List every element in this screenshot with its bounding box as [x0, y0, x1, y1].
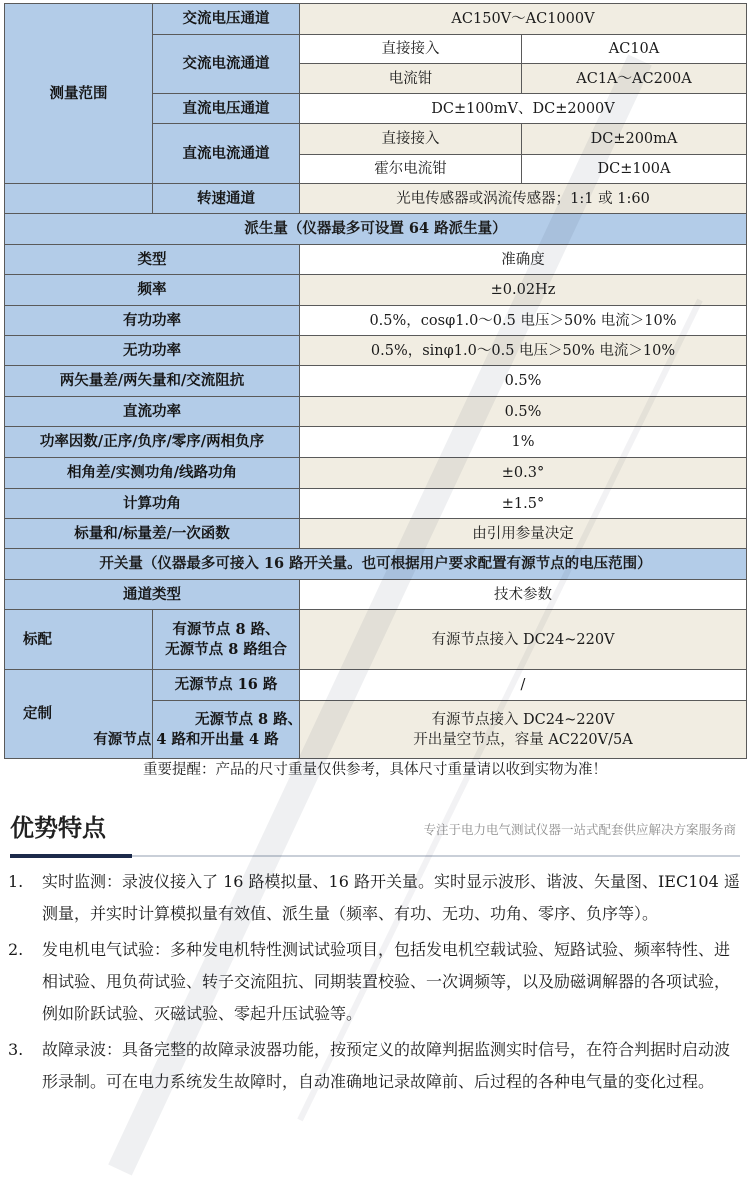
- ac-current-clamp-value: AC1A～AC200A: [522, 64, 747, 94]
- ac-current-clamp-label: 电流钳: [300, 64, 522, 94]
- derived-accuracy: ±0.3°: [300, 458, 747, 489]
- list-item-text: 发电机电气试验：多种发电机特性测试试验项目，包括发电机空载试验、短路试验、频率特性、进相试验、甩负荷试验、转子交流阻抗、同期装置校验、一次调频等，以及励磁调解器的各项试验，例如阶跃试验、灭磁试验、零起升压试验等。: [42, 940, 731, 1023]
- switch-custom-label: 定制: [5, 670, 153, 759]
- switch-col-channel: 通道类型: [5, 580, 300, 610]
- important-note: 重要提醒：产品的尺寸重量仅供参考，具体尺寸重量请以收到实物为准！: [143, 762, 607, 778]
- title-underline: [132, 855, 740, 857]
- list-item-text: 实时监测：录波仪接入了 16 路模拟量、16 路开关量。实时显示波形、谐波、矢量图、IEC104 遥测量，并实时计算模拟量有效值、派生量（频率、有功、无功、功角、零序、负序等）。: [42, 872, 740, 923]
- list-item: [0, 866, 740, 930]
- derived-col-type: 类型: [5, 245, 300, 275]
- derived-type: 频率: [5, 275, 300, 306]
- switch-section-header: 开关量（仪器最多可接入 16 路开关量。也可根据用户要求配置有源节点的电压范围）: [5, 549, 747, 580]
- dc-current-direct-label: 直接接入: [300, 124, 522, 155]
- ac-voltage-value: AC150V～AC1000V: [300, 4, 747, 35]
- advantages-list: [0, 866, 740, 1102]
- list-item: [0, 934, 740, 1030]
- switch-custom-row1-param: /: [300, 670, 747, 701]
- dc-voltage-label: 直流电压通道: [153, 94, 300, 124]
- derived-type: 计算功角: [5, 489, 300, 519]
- derived-accuracy: 0.5%: [300, 397, 747, 427]
- switch-custom-row2-param-line1: 有源节点接入 DC24~220V: [431, 711, 615, 728]
- derived-type: 无功功率: [5, 336, 300, 366]
- derived-accuracy: 0.5%: [300, 366, 747, 397]
- derived-accuracy: 0.5%，sinφ1.0～0.5 电压＞50% 电流＞10%: [300, 336, 747, 366]
- spec-table: [4, 3, 747, 759]
- ac-current-direct-value: AC10A: [522, 35, 747, 64]
- switch-custom-row1-channel: 无源节点 16 路: [153, 670, 300, 701]
- derived-type: 两矢量差/两矢量和/交流阻抗: [5, 366, 300, 397]
- derived-type: 有功功率: [5, 306, 300, 336]
- switch-standard-label: 标配: [5, 610, 153, 670]
- title-underline-accent: [10, 854, 132, 858]
- switch-standard-channel-line1: 有源节点 8 路、: [172, 620, 280, 638]
- derived-accuracy: 由引用参量决定: [300, 519, 747, 549]
- switch-standard-channel-line2: 无源节点 8 路组合: [165, 640, 287, 658]
- list-item-text: 故障录波：具备完整的故障录波器功能，按预定义的故障判据监测实时信号，在符合判据时启动波形录制。可在电力系统发生故障时，自动准确地记录故障前、后过程的各种电气量的变化过程。: [42, 1040, 731, 1091]
- switch-custom-row2-param: [300, 701, 747, 759]
- advantages-title: 优势特点: [10, 814, 106, 842]
- switch-custom-row2-channel-line2: 有源节点 4 路和开出量 4 路: [93, 730, 279, 748]
- dc-current-hall-label: 霍尔电流钳: [300, 155, 522, 184]
- list-item-number: 2.: [8, 940, 24, 959]
- ac-current-label: 交流电流通道: [153, 35, 300, 94]
- list-item-number: 3.: [8, 1040, 24, 1059]
- switch-custom-row2-channel-line1: 无源节点 8 路、: [195, 710, 303, 728]
- ac-voltage-label: 交流电压通道: [153, 4, 300, 35]
- derived-type: 功率因数/正序/负序/零序/两相负序: [5, 427, 300, 458]
- dc-current-hall-value: DC±100A: [522, 155, 747, 184]
- derived-col-accuracy: 准确度: [300, 245, 747, 275]
- speed-label: 转速通道: [153, 184, 300, 214]
- dc-current-label: 直流电流通道: [153, 124, 300, 184]
- switch-standard-channel: [153, 610, 300, 670]
- derived-accuracy: ±0.02Hz: [300, 275, 747, 306]
- switch-col-param: 技术参数: [300, 580, 747, 610]
- advantages-subtitle: 专注于电力电气测试仪器一站式配套供应解决方案服务商: [423, 822, 736, 837]
- switch-standard-param: 有源节点接入 DC24~220V: [300, 610, 747, 670]
- derived-type: 标量和/标量差/一次函数: [5, 519, 300, 549]
- derived-type: 直流功率: [5, 397, 300, 427]
- measure-range-label: 测量范围: [5, 4, 153, 184]
- derived-accuracy: 1%: [300, 427, 747, 458]
- switch-custom-row2-param-line2: 开出量空节点，容量 AC220V/5A: [413, 731, 633, 748]
- switch-custom-row2-channel: [93, 701, 303, 759]
- derived-accuracy: ±1.5°: [300, 489, 747, 519]
- list-item-number: 1.: [8, 872, 24, 891]
- derived-accuracy: 0.5%，cosφ1.0～0.5 电压＞50% 电流＞10%: [300, 306, 747, 336]
- dc-current-direct-value: DC±200mA: [522, 124, 747, 155]
- derived-type: 相角差/实测功角/线路功角: [5, 458, 300, 489]
- derived-section-header: 派生量（仪器最多可设置 64 路派生量）: [5, 214, 747, 245]
- ac-current-direct-label: 直接接入: [300, 35, 522, 64]
- list-item: [0, 1034, 740, 1098]
- dc-voltage-value: DC±100mV、DC±2000V: [300, 94, 747, 124]
- speed-value: 光电传感器或涡流传感器；1:1 或 1:60: [300, 184, 747, 214]
